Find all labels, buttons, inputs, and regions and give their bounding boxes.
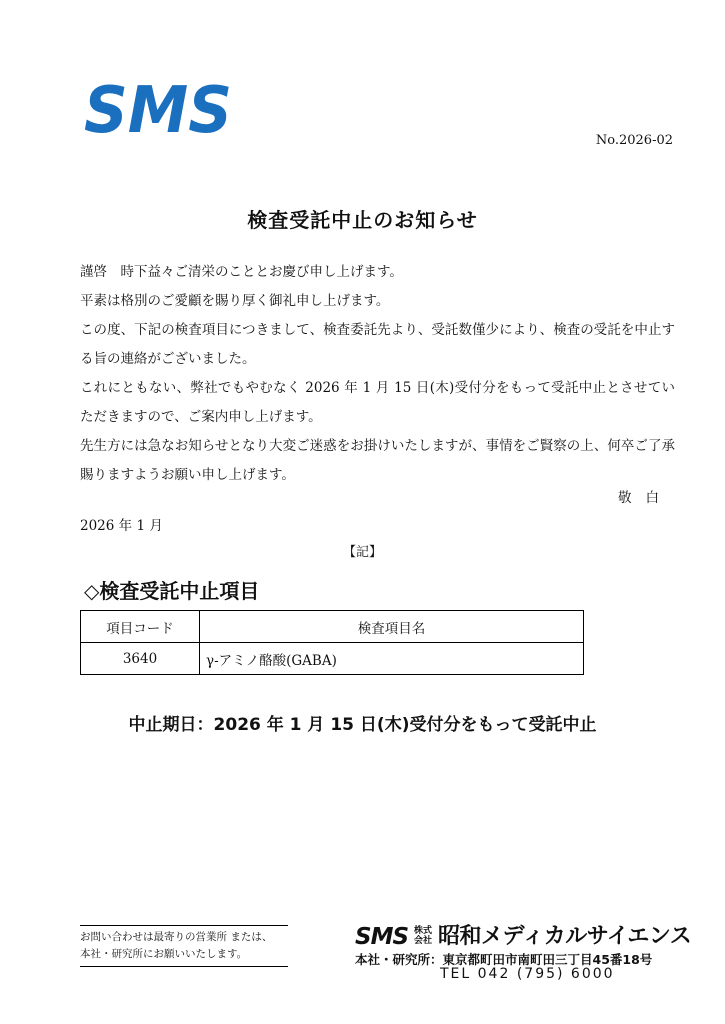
letter-date: 2026 年 1 月 [80,518,163,534]
contact-line: 本社・研究所にお願いいたします。 [80,948,248,960]
page-title: 検査受託中止のお知らせ [247,208,478,232]
stop-notice: 中止期日：2026 年 1 月 15 日(木)受付分をもって受託中止 [128,715,597,735]
footer-logo-text: SMS [355,924,409,950]
company-name: 昭和メディカルサイエンス [438,924,692,949]
section-title: ◇検査受託中止項目 [84,579,260,603]
company-tel: TEL 042 (795) 6000 [440,966,615,982]
closing-phrase: 敬白 [618,490,673,506]
header-code: 項目コード [81,611,200,643]
table-header-row [81,611,584,643]
paragraph: 謹啓 時下益々ご清栄のこととお慶び申し上げます。 [80,264,403,280]
items-table [80,610,584,675]
header-name: 検査項目名 [200,611,584,643]
table-row [81,643,584,675]
company-address: 本社・研究所：東京都町田市南町田三丁目45番18号 [355,952,653,967]
paragraph: これにともない、弊社でもやむなく 2026 年 1 月 15 日(木)受付分をもって受託中止とさせていただきますので、ご案内申し上げます。 [80,380,675,425]
contact-note [80,925,288,967]
item-name: γ-アミノ酪酸(GABA) [200,643,584,675]
document-number: No.2026-02 [595,133,673,148]
kabushiki-label: 株式会社 [414,926,433,946]
contact-line: お問い合わせは最寄りの営業所 または、 [80,931,273,943]
item-code: 3640 [81,643,200,675]
paragraph: 平素は格別のご愛顧を賜り厚く御礼申し上げます。 [80,293,390,309]
logo-text: SMS [84,74,232,136]
paragraph: この度、下記の検査項目につきまして、検査委託先より、受託数僅少により、検査の受託を中止する旨の連絡がございました。 [80,322,675,367]
company-logo [355,918,691,950]
paragraph: 先生方には急なお知らせとなり大変ご迷惑をお掛けいたしますが、事情をご賢察の上、何卒ご了承賜りますようお願い申し上げます。 [80,438,675,483]
sms-logo [84,74,234,136]
ki-label: 【記】 [342,545,382,560]
letter-body [80,258,675,490]
